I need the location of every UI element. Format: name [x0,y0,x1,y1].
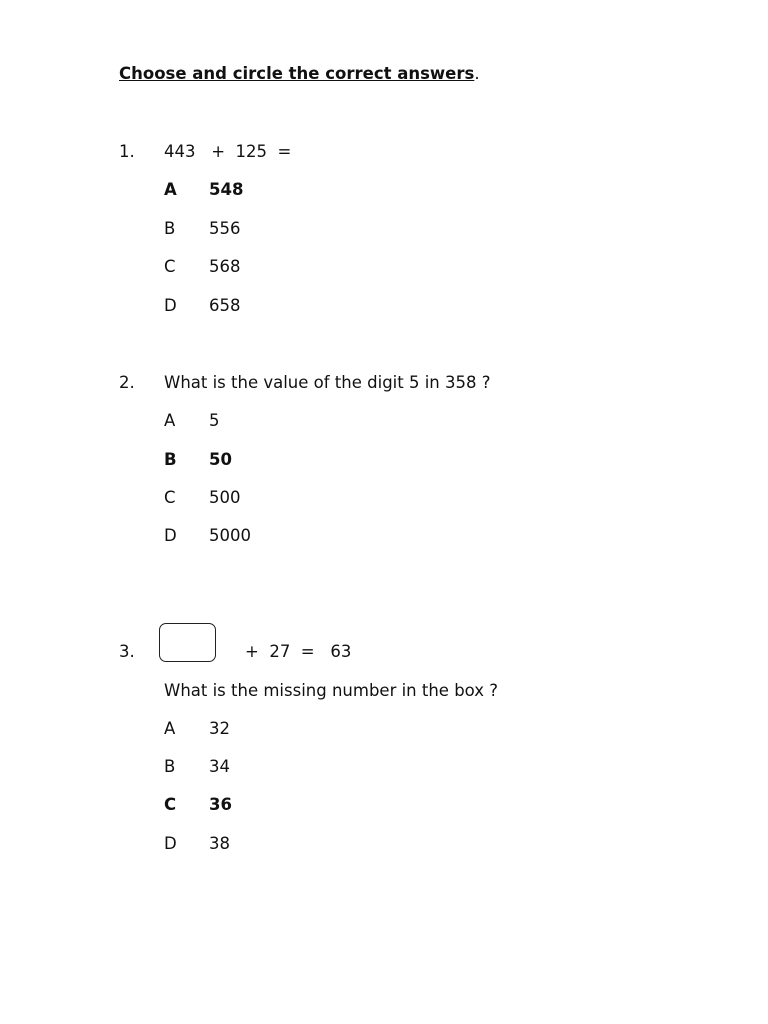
option-value: 548 [209,180,244,199]
question-2-number: 2. [119,373,135,392]
option-value: 38 [209,834,230,853]
question-3-text: What is the missing number in the box ? [164,681,499,700]
instruction-punct: . [474,64,480,83]
option-letter: A [164,719,176,738]
option-value: 36 [209,795,232,814]
option-value: 5000 [209,526,251,545]
option-letter: D [164,296,177,315]
option-letter: B [164,450,177,469]
question-2-text: What is the value of the digit 5 in 358 ? [164,373,491,392]
option-value: 568 [209,257,241,276]
instruction-text: Choose and circle the correct answers [119,64,475,83]
question-1-number: 1. [119,142,135,161]
option-value: 34 [209,757,230,776]
option-letter: D [164,526,177,545]
option-letter: B [164,219,176,238]
option-letter: C [164,488,176,507]
option-value: 32 [209,719,230,738]
option-value: 556 [209,219,241,238]
option-value: 500 [209,488,241,507]
option-value: 658 [209,296,241,315]
question-3-number: 3. [119,642,135,661]
option-letter: B [164,757,176,776]
instruction-heading [119,64,480,83]
option-letter: A [164,180,177,199]
missing-number-box [159,623,216,662]
option-letter: D [164,834,177,853]
option-letter: C [164,257,176,276]
option-letter: C [164,795,177,814]
option-value: 5 [209,411,220,430]
question-1-expression: 443 + 125 = [164,142,292,161]
question-3-expression: + 27 = 63 [245,642,352,661]
option-value: 50 [209,450,232,469]
option-letter: A [164,411,176,430]
